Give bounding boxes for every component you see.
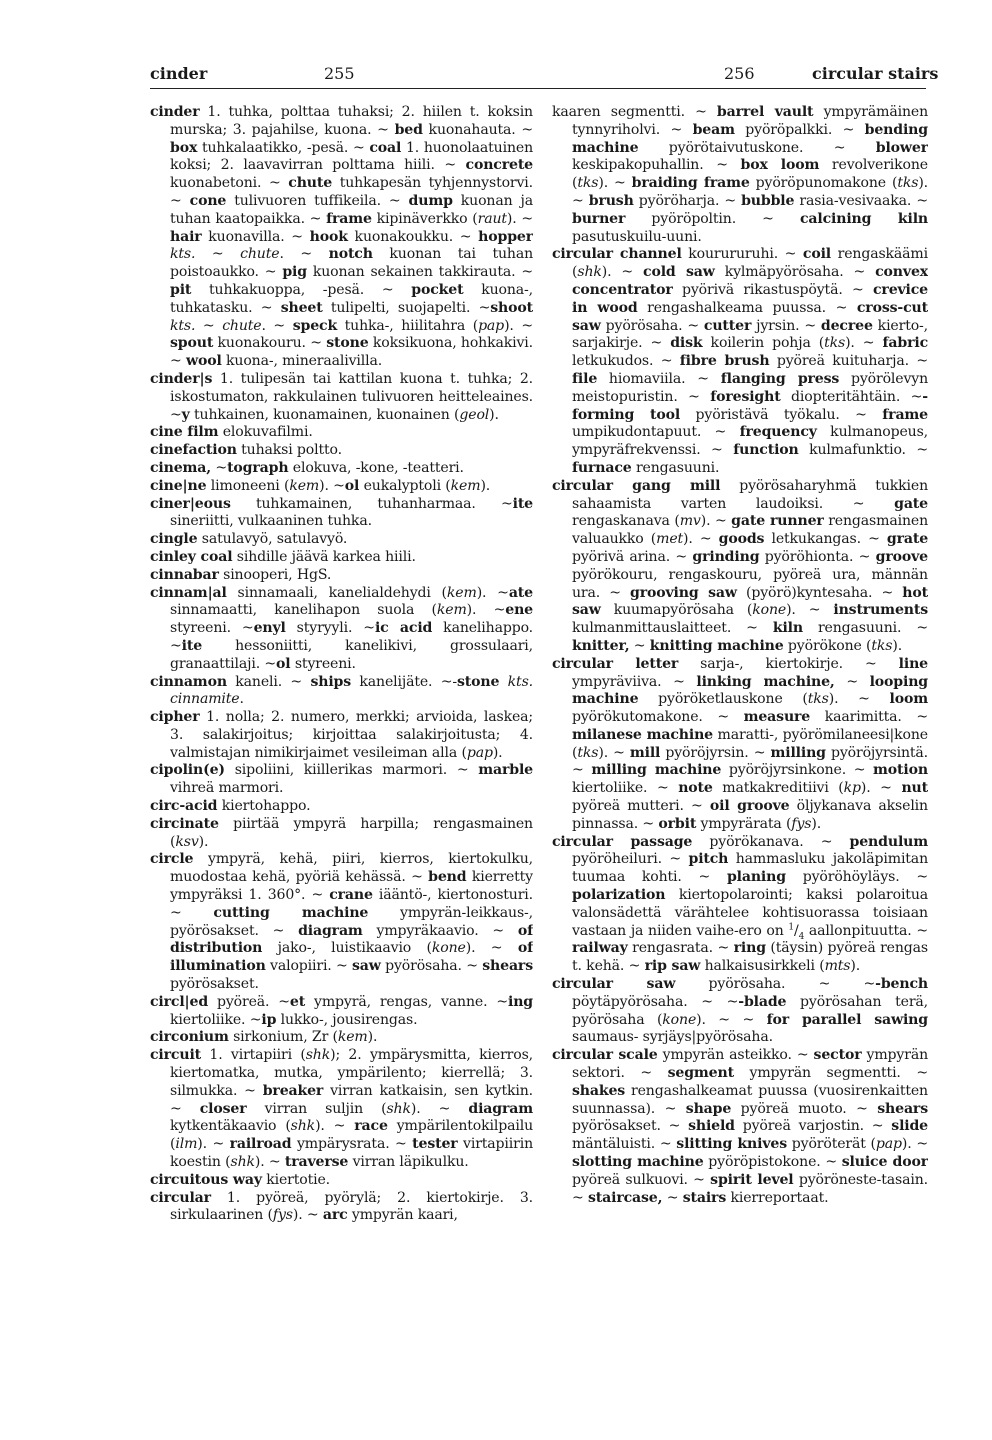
dictionary-entry: circular letter sarja-, kiertokirje. ~ line ympyräviiva. ~ linking machine, ~ looping machine pyöröketlauskone (tks). ~ loom pyörökutomakone. ~ measure kaarimitta. ~ milanese machine maratti-, pyörömilaneesi|kone (tks). ~ mill pyöröjyrsin. ~ milling pyöröjyrsintä. ~ milling machine pyöröjyrsinkone. ~ motion kiertoliike. ~ note matkakreditiivi (kp). ~ nut pyöreä mutteri. ~ oil groove öljykanava akselin pinnassa. ~ orbit ympyrärata (fys). [552, 655, 928, 832]
dictionary-entry: circuit 1. virtapiiri (shk); 2. ympärysmitta, kierros, kiertomatka, mutka, ympärilento; kierrellä; 3. silmukka. ~ breaker virran katkaisin, sen kytkin. ~ closer virran suljin (shk). ~ diagram kytkentäkaavio (shk). ~ race ympärilentokilpailu (ilm). ~ railroad ympärysrata. ~ tester virtapiirin koestin (shk). ~ traverse virran läpikulku. [150, 1047, 533, 1171]
dictionary-entry: circular channel kourururuhi. ~ coil rengaskäämi (shk). ~ cold saw kylmäpyörösaha. ~ convex concentrator pyörivä rikastuspöytä. ~ crevice in wood rengashalkeama puussa. ~ cross-cut saw pyörösaha. ~ cutter jyrsin. ~ decree kierto-, sarjakirje. ~ disk koilerin pohja (tks). ~ fabric letkukudos. ~ fibre brush pyöreä kuituharja. ~ file hiomaviila. ~ flanging press pyörölevyn meistopuristin. ~ foresight diopteritähtäin. ~-forming tool pyöristävä työkalu. ~ frame umpikudontapuut. ~ frequency kulmanopeus, ympyräfrekvenssi. ~ function kulmafunktio. ~ furnace rengasuuni. [552, 246, 928, 476]
dictionary-entry: cinder 1. tuhka, polttaa tuhaksi; 2. hiilen t. koksin murska; 3. pajahilse, kuona. ~ bed kuonahauta. ~ box tuhkalaatikko, -pesä. ~ coal 1. huonolaatuinen koksi; 2. laavavirran polttama hiili. ~ concrete kuonabetoni. ~ chute tuhkapesän tyhjennystorvi. ~ cone tulivuoren tuffikeila. ~ dump kuonan ja tuhan kaatopaikka. ~ frame kipinäverkko (raut). ~ hair kuonavilla. ~ hook kuonakoukku. ~ hopper kts. ~ chute. ~ notch kuonan tai tuhan poistoaukko. ~ pig kuonan sekainen takkirauta. ~ pit tuhkakuoppa, -pesä. ~ pocket kuona-, tuhkatasku. ~ sheet tulipelti, suojapelti. ~shoot kts. ~ chute. ~ speck tuhka-, hiilitahra (pap). ~ spout kuonakouru. ~ stone koksikuona, hohkakivi. ~ wool kuona-, mineraalivilla. [150, 104, 533, 370]
dictionary-entry: circular scale ympyrän asteikko. ~ sector ympyrän sektori. ~ segment ympyrän segmentti. ~ shakes rengashalkeamat puussa (vuosirenkaitten suunnassa). ~ shape pyöreä muoto. ~ shears pyörösakset. ~ shield pyöreä varjostin. ~ slide mäntäluisti. ~ slitting knives pyöröterät (pap). ~ slotting machine pyöröpistokone. ~ sluice door pyöreä sulkuovi. ~ spirit level pyöröneste-tasain. ~ staircase, ~ stairs kierreportaat. [552, 1047, 928, 1206]
page-number-right: 256 [724, 64, 755, 83]
dictionary-entry: circuitous way kiertotie. [150, 1171, 331, 1188]
dictionary-entry: cinefaction tuhaksi poltto. [150, 442, 342, 459]
right-column [552, 104, 928, 1319]
dictionary-entry: circle ympyrä, kehä, piiri, kierros, kiertokulku, muodostaa kehä, pyöriä kehässä. ~ bend kierretty ympyräksi 1. 360°. ~ crane iääntö-, kiertonosturi. ~ cutting machine ympyrän-leikkaus-, pyörösakset. ~ diagram ympyräkaavio. ~ of distribution jako-, luistikaavio (kone). ~ of illumination valopiiri. ~ saw pyörösaha. ~ shears pyörösakset. [150, 851, 533, 993]
dictionary-entry: circular gang mill pyörösaharyhmä tukkien sahaamista varten laudoiksi. ~ gate rengaskanava (mv). ~ gate runner rengasmainen valuaukko (met). ~ goods letkukangas. ~ grate pyörivä arina. ~ grinding pyöröhionta. ~ groove pyörökouru, rengaskouru, pyöreä ura, männän ura. ~ grooving saw (pyörö)kyntesaha. ~ hot saw kuumapyörösaha (kone). ~ instruments kulmanmittauslaitteet. ~ kiln rengasuuni. ~ knitter, ~ knitting machine pyörökone (tks). [552, 477, 928, 654]
dictionary-entry: kaaren segmentti. ~ barrel vault ympyrämäinen tynnyriholvi. ~ beam pyöröpalkki. ~ bending machine pyörötaivutuskone. ~ blower keskipakopuhallin. ~ box loom revolverikone (tks). ~ braiding frame pyöröpunomakone (tks). ~ brush pyöröharja. ~ bubble rasia-vesivaaka. ~ burner pyöröpoltin. ~ calcining kiln pasutuskuilu-uuni. [552, 104, 928, 245]
dictionary-entry: cine film elokuvafilmi. [150, 424, 313, 441]
dictionary-entry: circl|ed pyöreä. ~et ympyrä, rengas, vanne. ~ing kiertoliike. ~ip lukko-, jousirengas. [150, 993, 533, 1028]
dictionary-entry: ciner|eous tuhkamainen, tuhanharmaa. ~ite sineriitti, vulkaaninen tuhka. [150, 495, 533, 530]
dictionary-entry: cipher 1. nolla; 2. numero, merkki; arvioida, laskea; 3. salakirjoitus; kirjoittaa salakirjoitusta; 4. valmistajan nimikirjaimet vesileiman alla (pap). [150, 709, 533, 761]
dictionary-entry: circonium sirkonium, Zr (kem). [150, 1029, 378, 1046]
dictionary-entry: cine|ne limoneeni (kem). ~ol eukalyptoli (kem). [150, 477, 491, 494]
dictionary-entry: cinnabar sinooperi, HgS. [150, 566, 332, 583]
dictionary-entry: circular saw pyörösaha. ~ ~-bench pöytäpyörösaha. ~ ~-blade pyörösahan terä, pyörösaha (kone). ~ ~ for parallel sawing saumaus- syrjäys|pyörösaha. [552, 976, 928, 1046]
dictionary-entry: cingle satulavyö, satulavyö. [150, 531, 348, 548]
dictionary-entry: circ-acid kiertohappo. [150, 798, 311, 815]
dictionary-entry: cinnamon kaneli. ~ ships kanelijäte. ~-stone kts. cinnamite. [150, 673, 533, 708]
running-head-left: cinder [150, 64, 208, 83]
left-column [150, 104, 533, 1319]
dictionary-entry: cinley coal sihdille jäävä karkea hiili. [150, 548, 416, 565]
header-rule [150, 88, 926, 89]
running-head-right: circular stairs [812, 64, 939, 83]
dictionary-entry: circular passage pyörökanava. ~ pendulum pyöröheiluri. ~ pitch hammasluku jakoläpimitan tuumaa kohti. ~ planing pyöröhöyläys. ~ polarization kiertopolarointi; kaksi polaroitua valonsädettä värähtelee kohtisuorassa toisiaan vastaan ja niiden vaihe-ero on $^1/_4$ aallonpituutta. ~ railway rengasrata. ~ ring (täysin) pyöreä rengas t. kehä. ~ rip saw halkaisusirkkeli (mts). [552, 833, 928, 975]
dictionary-entry: cinema, ~tograph elokuva, -kone, -teatteri. [150, 459, 464, 476]
dictionary-entry: circular 1. pyöreä, pyörylä; 2. kiertokirje. 3. sirkulaarinen (fys). ~ arc ympyrän kaari, [150, 1189, 533, 1224]
dictionary-entry: cinder|s 1. tulipesän tai kattilan kuona t. tuhka; 2. iskostumaton, rakkulainen tulivuoren heitteleaines. ~y tuhkainen, kuonamainen, kuonainen (geol). [150, 370, 533, 423]
dictionary-entry: cinnam|al sinnamaali, kanelialdehydi (kem). ~ate sinnamaatti, kanelihapon suola (kem). ~ene styreeni. ~enyl styryyli. ~ic acid kanelihappo. ~ite hessoniitti, kanelikivi, grossulaari, granaattilaji. ~ol styreeni. [150, 584, 533, 672]
dictionary-entry: cipolin(e) sipoliini, kiillerikas marmori. ~ marble vihreä marmori. [150, 762, 533, 797]
dictionary-entry: circinate piirtää ympyrä harpilla; rengasmainen (ksv). [150, 815, 533, 850]
page-number-left: 255 [324, 64, 355, 83]
